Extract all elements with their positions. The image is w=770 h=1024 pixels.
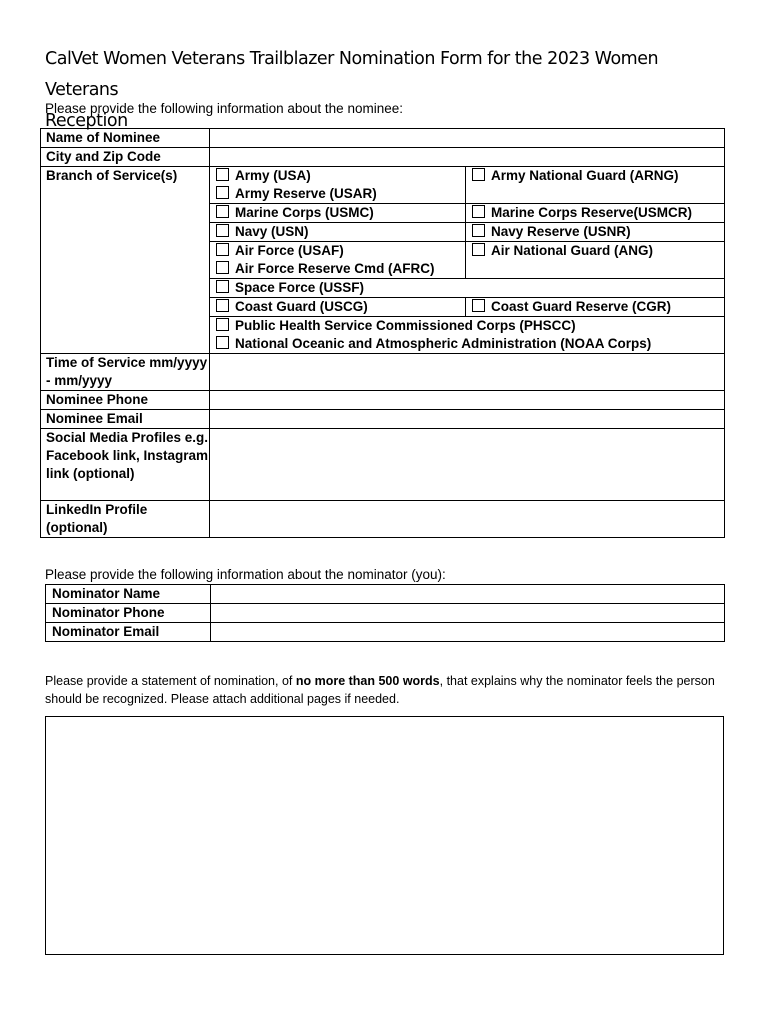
branch-option-army[interactable]: [210, 167, 466, 185]
branch-label-usmc: Marine Corps (USMC): [235, 205, 374, 220]
branch-option-cgr[interactable]: [466, 297, 724, 316]
nominee-email-label: Nominee Email: [41, 410, 210, 429]
nominee-email-field[interactable]: [210, 410, 725, 429]
city-zip-label: City and Zip Code: [41, 148, 210, 167]
branch-label-arng: Army National Guard (ARNG): [491, 168, 679, 183]
statement-textbox[interactable]: [45, 716, 724, 955]
social-media-field[interactable]: [210, 429, 725, 501]
city-zip-field[interactable]: [210, 148, 725, 167]
branch-option-phscc[interactable]: [210, 316, 724, 335]
branch-option-usnr[interactable]: [466, 222, 724, 241]
branch-label-cgr: Coast Guard Reserve (CGR): [491, 299, 672, 314]
branch-label: Branch of Service(s): [41, 167, 210, 354]
branch-option-usn[interactable]: [210, 222, 466, 241]
branch-option-arng[interactable]: [466, 167, 724, 185]
branch-empty-cell: [466, 260, 724, 278]
branch-option-ussf[interactable]: [210, 278, 724, 297]
form-title-line2: Reception: [45, 111, 128, 131]
branch-label-afrc: Air Force Reserve Cmd (AFRC): [235, 261, 435, 276]
branch-option-noaa[interactable]: [210, 335, 724, 353]
nominee-name-label: Name of Nominee: [41, 129, 210, 148]
form-title-line1: CalVet Women Veterans Trailblazer Nomination Form for the 2023 Women Veterans: [45, 49, 659, 100]
checkbox-icon[interactable]: [216, 336, 229, 349]
time-of-service-field[interactable]: [210, 354, 725, 391]
branch-label-uscg: Coast Guard (USCG): [235, 299, 368, 314]
branch-label-army: Army (USA): [235, 168, 311, 183]
branch-label-usnr: Navy Reserve (USNR): [491, 224, 631, 239]
checkbox-icon[interactable]: [216, 280, 229, 293]
nominee-phone-label: Nominee Phone: [41, 391, 210, 410]
checkbox-icon[interactable]: [216, 168, 229, 181]
nominee-phone-field[interactable]: [210, 391, 725, 410]
checkbox-icon[interactable]: [216, 243, 229, 256]
branch-label-noaa: National Oceanic and Atmospheric Administration (NOAA Corps): [235, 336, 652, 351]
branch-option-usmc[interactable]: [210, 203, 466, 222]
social-media-label: Social Media Profiles e.g. Facebook link, Instagram link (optional): [41, 429, 210, 501]
linkedin-field[interactable]: [210, 501, 725, 538]
checkbox-icon[interactable]: [216, 261, 229, 274]
branch-option-afrc[interactable]: [210, 260, 466, 278]
branch-empty-cell: [466, 185, 724, 203]
branch-label-usar: Army Reserve (USAR): [235, 186, 377, 201]
checkbox-icon[interactable]: [216, 205, 229, 218]
checkbox-icon[interactable]: [216, 186, 229, 199]
checkbox-icon[interactable]: [472, 168, 485, 181]
statement-text-after: , that explains why the nominator feels the person should be recognized. Please attach additional pages if needed.: [45, 674, 715, 706]
statement-instructions: [45, 672, 715, 708]
checkbox-icon[interactable]: [216, 299, 229, 312]
nominee-intro: Please provide the following information about the nominee:: [45, 101, 403, 116]
checkbox-icon[interactable]: [472, 243, 485, 256]
checkbox-icon[interactable]: [472, 299, 485, 312]
nominator-phone-field[interactable]: [211, 604, 725, 623]
statement-word-limit: no more than 500 words: [295, 674, 440, 688]
statement-text-before: Please provide a statement of nomination, of: [45, 674, 296, 688]
branch-label-usaf: Air Force (USAF): [235, 243, 344, 258]
nominator-table: [45, 584, 725, 642]
branch-options: [210, 167, 725, 354]
branch-label-ussf: Space Force (USSF): [235, 280, 365, 295]
checkbox-icon[interactable]: [216, 318, 229, 331]
branch-label-usn: Navy (USN): [235, 224, 309, 239]
nominator-intro: Please provide the following information about the nominator (you):: [45, 567, 446, 582]
nominator-email-field[interactable]: [211, 623, 725, 642]
branch-label-phscc: Public Health Service Commissioned Corps (PHSCC): [235, 318, 576, 333]
branch-option-usmcr[interactable]: [466, 203, 724, 222]
checkbox-icon[interactable]: [472, 224, 485, 237]
nominator-name-label: Nominator Name: [46, 585, 211, 604]
branch-option-uscg[interactable]: [210, 297, 466, 316]
linkedin-label: LinkedIn Profile (optional): [41, 501, 210, 538]
nominee-table: [40, 128, 725, 538]
nominator-name-field[interactable]: [211, 585, 725, 604]
time-of-service-label: Time of Service mm/yyyy - mm/yyyy: [41, 354, 210, 391]
branch-option-ang[interactable]: [466, 241, 724, 260]
checkbox-icon[interactable]: [216, 224, 229, 237]
nominee-name-field[interactable]: [210, 129, 725, 148]
form-title: [45, 44, 735, 137]
checkbox-icon[interactable]: [472, 205, 485, 218]
branch-label-usmcr: Marine Corps Reserve(USMCR): [491, 205, 693, 220]
nominator-phone-label: Nominator Phone: [46, 604, 211, 623]
branch-label-ang: Air National Guard (ANG): [491, 243, 654, 258]
branch-option-usar[interactable]: [210, 185, 466, 203]
nominator-email-label: Nominator Email: [46, 623, 211, 642]
branch-option-usaf[interactable]: [210, 241, 466, 260]
